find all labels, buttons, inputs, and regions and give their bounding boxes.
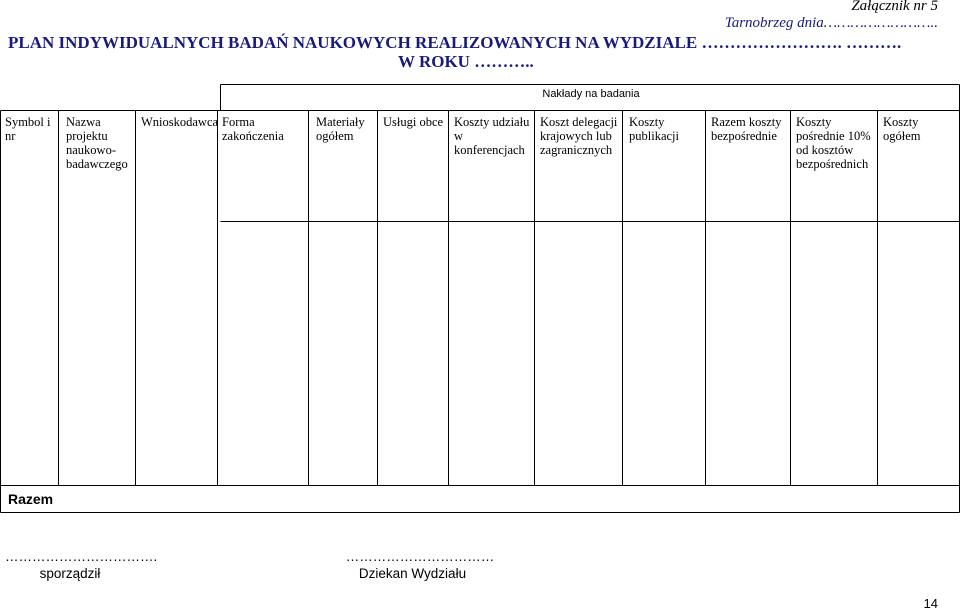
table-group-header: Nakłady na badania: [542, 88, 640, 100]
column-header-project-name: Nazwa projektu naukowo-badawczego: [66, 115, 128, 171]
signature-right-label: Dziekan Wydziału: [358, 566, 467, 581]
column-header-travel-costs: Koszt delegacji krajowych lub zagranicznych: [540, 115, 618, 157]
signature-left-dots: …………………………….: [5, 549, 158, 564]
signature-left-label: sporządził: [39, 566, 101, 581]
column-header-direct-costs-total: Razem koszty bezpośrednie: [711, 115, 782, 143]
column-header-completion-form: Forma zakończenia: [222, 115, 284, 143]
page-number: 14: [923, 596, 938, 611]
document-title-line2: W ROKU ………..: [398, 52, 534, 71]
column-header-publication-costs: Koszty publikacji: [629, 115, 679, 143]
column-header-external-services: Usługi obce: [383, 115, 444, 129]
column-header-symbol: Symbol i nr: [5, 115, 51, 143]
column-header-total-costs: Koszty ogółem: [883, 115, 921, 143]
column-header-applicant: Wnioskodawca: [141, 115, 219, 129]
total-row-label: Razem: [8, 491, 54, 507]
signature-right-dots: ……………………………: [345, 549, 495, 564]
place-date: Tarnobrzeg dnia……………………..: [724, 15, 938, 31]
document-title-line1: PLAN INDYWIDUALNYCH BADAŃ NAUKOWYCH REALIZOWANYCH NA WYDZIALE ……………………. ……….: [8, 33, 902, 52]
column-header-indirect-costs: Koszty pośrednie 10% od kosztów bezpośrednich: [796, 115, 871, 171]
column-header-conference-costs: Koszty udziału w konferencjach: [454, 115, 530, 157]
attachment-label: Załącznik nr 5: [851, 0, 938, 14]
column-header-materials: Materiały ogółem: [316, 115, 365, 143]
